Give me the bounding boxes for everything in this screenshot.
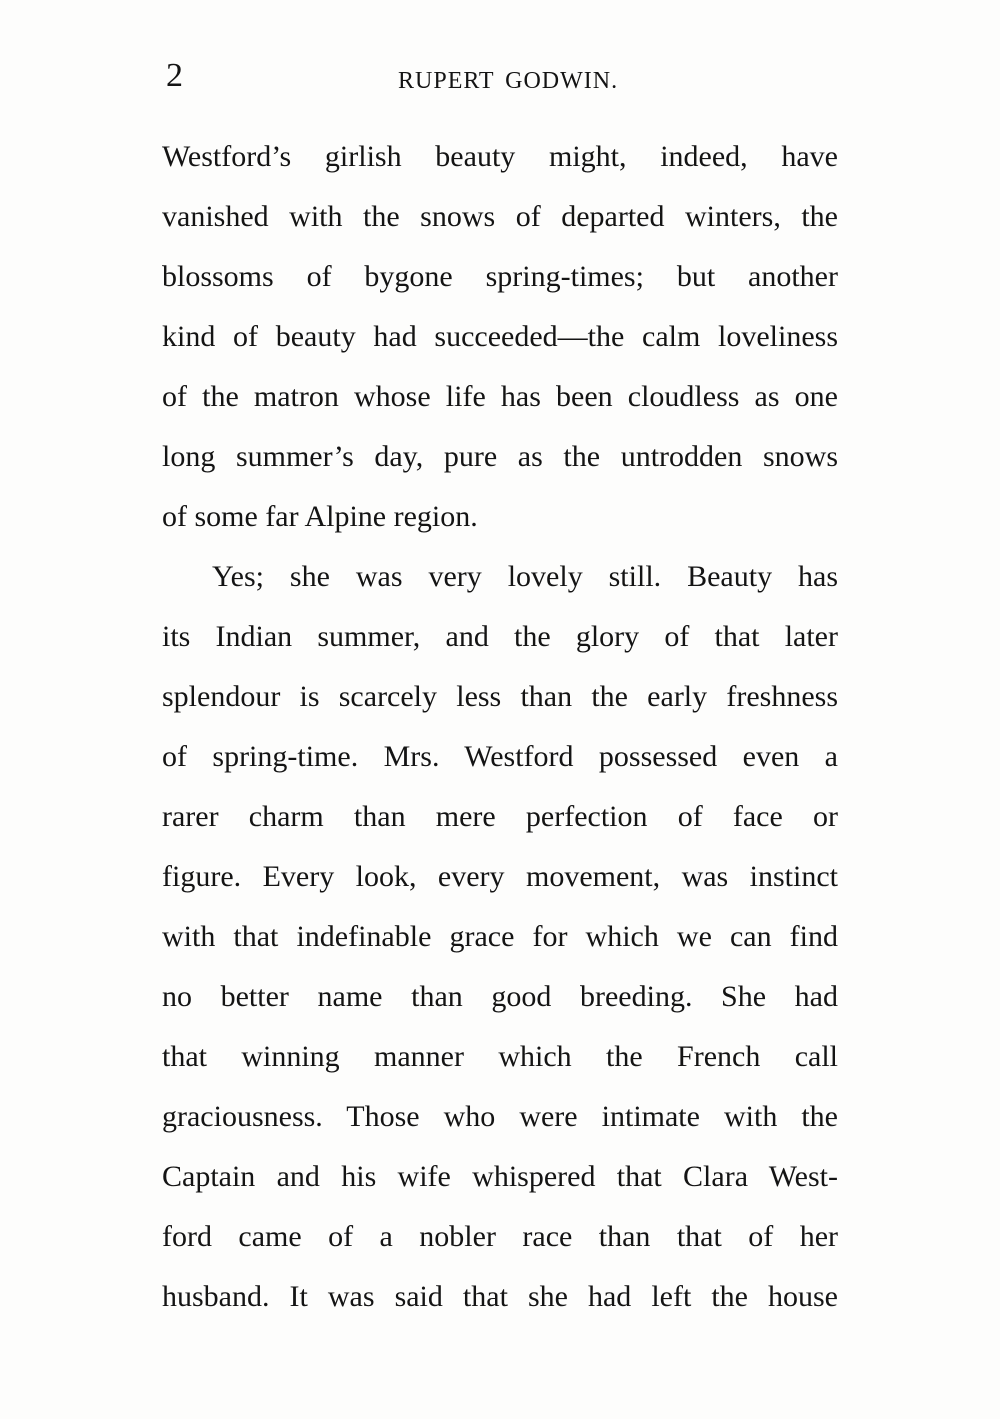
text-line: ford came of a nobler race than that of her (162, 1220, 838, 1253)
text-line: with that indefinable grace for which we can find (162, 920, 838, 953)
text-line: of spring-time. Mrs. Westford possessed even a (162, 740, 838, 773)
text-line: kind of beauty had succeeded—the calm loveliness (162, 320, 838, 353)
text-line: Captain and his wife whispered that Clara West- (162, 1160, 838, 1193)
paragraph-end-line: of some far Alpine region. (162, 500, 478, 533)
running-title: RUPERT GODWIN. (398, 68, 619, 94)
text-line: blossoms of bygone spring-times; but another (162, 260, 838, 293)
text-line: vanished with the snows of departed winters, the (162, 200, 838, 233)
text-line: rarer charm than mere perfection of face or (162, 800, 838, 833)
text-line: Westford’s girlish beauty might, indeed, have (162, 140, 838, 173)
text-line: its Indian summer, and the glory of that later (162, 620, 838, 653)
text-line: long summer’s day, pure as the untrodden snows (162, 440, 838, 473)
text-line: splendour is scarcely less than the early freshness (162, 680, 838, 713)
text-line: that winning manner which the French call (162, 1040, 838, 1073)
body-text (162, 134, 838, 1334)
paragraph-start-line: Yes; she was very lovely still. Beauty has (212, 560, 838, 593)
text-line: graciousness. Those who were intimate with the (162, 1100, 838, 1133)
page-number: 2 (166, 57, 183, 94)
text-line: no better name than good breeding. She had (162, 980, 838, 1013)
text-line: figure. Every look, every movement, was instinct (162, 860, 838, 893)
text-line: husband. It was said that she had left the house (162, 1280, 838, 1313)
text-line: of the matron whose life has been cloudless as one (162, 380, 838, 413)
